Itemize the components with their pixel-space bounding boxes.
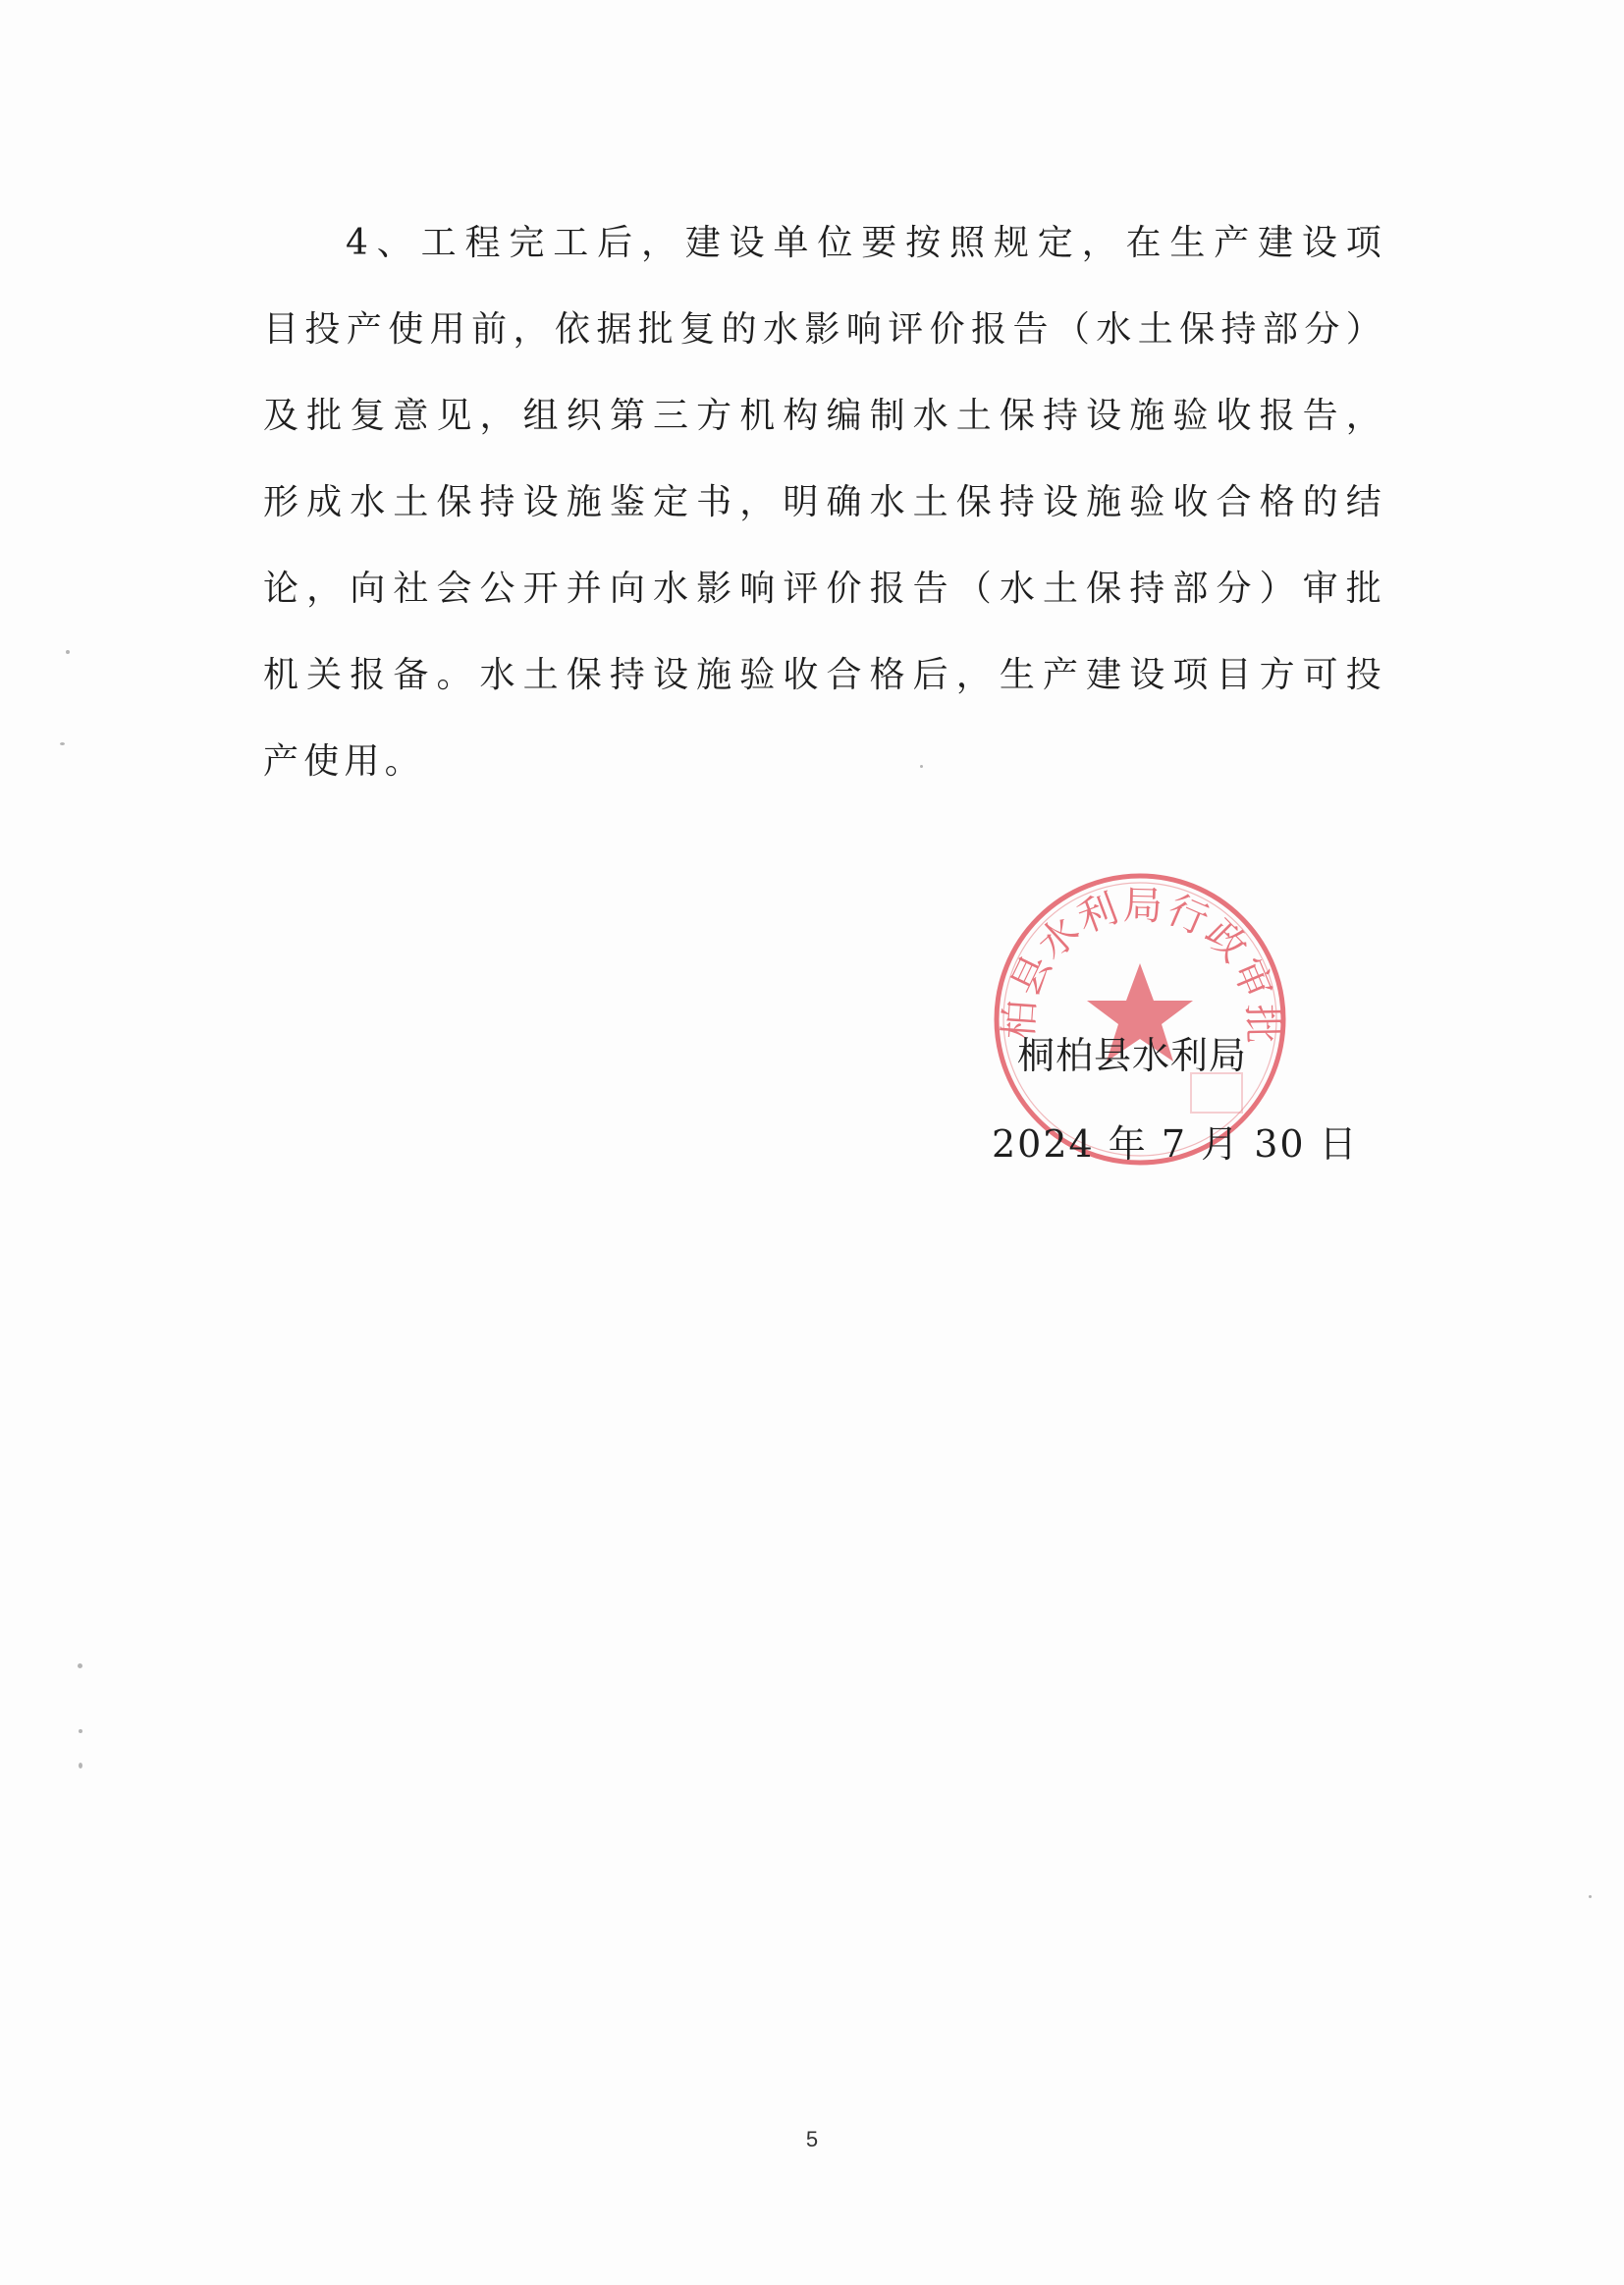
- scan-speck: [79, 1729, 82, 1733]
- body-line-3: 及批复意见，组织第三方机构编制水土保持设施验收报告，: [263, 396, 1386, 436]
- scan-speck: [920, 765, 923, 768]
- body-line-7: 产使用。: [263, 741, 425, 782]
- body-line-2: 目投产使用前，依据批复的水影响评价报告（水土保持部分）: [263, 309, 1386, 350]
- scan-speck: [78, 1663, 82, 1668]
- scan-speck: [79, 1763, 82, 1768]
- issuing-organization: 桐柏县水利局: [1017, 1034, 1248, 1077]
- scan-speck: [60, 742, 65, 745]
- body-line-1: 4、工程完工后，建设单位要按照规定，在生产建设项: [346, 223, 1386, 263]
- scan-speck: [66, 650, 70, 654]
- issue-date: 2024 年 7 月 30 日: [992, 1122, 1359, 1166]
- body-line-4: 形成水土保持设施鉴定书，明确水土保持设施验收合格的结: [263, 482, 1386, 522]
- body-line-6: 机关报备。水土保持设施验收合格后，生产建设项目方可投: [263, 655, 1386, 695]
- page-number: 5: [805, 2127, 819, 2151]
- body-line-5: 论，向社会公开并向水影响评价报告（水土保持部分）审批: [263, 569, 1386, 609]
- body-paragraph: [263, 210, 1386, 815]
- scan-speck: [1589, 1895, 1592, 1898]
- seal-ring-textpath: 柏县水利局行政审批: [996, 883, 1285, 1046]
